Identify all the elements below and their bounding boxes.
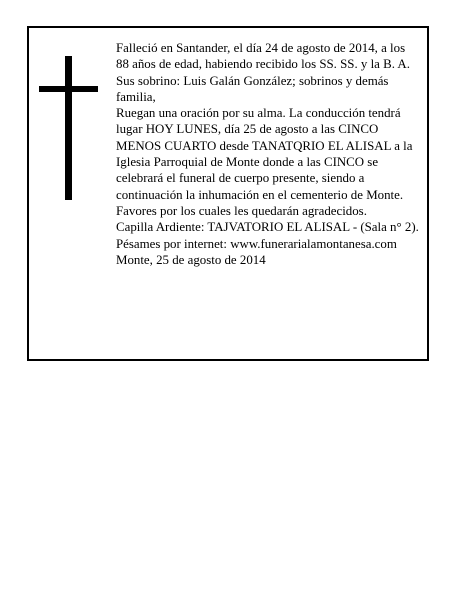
- death-announcement: Falleció en Santander, el día 24 de agosto de 2014, a los 88 años de edad, habiendo recibido los SS. SS. y la B. A.: [116, 41, 410, 72]
- chapel-line: Capilla Ardiente: TAJVATORIO EL ALISAL - (Sala n° 2).: [116, 220, 419, 235]
- cross-vertical-bar: [65, 56, 72, 200]
- family-line: Sus sobrino: Luis Galán González; sobrinos y demás familia,: [116, 73, 389, 104]
- thanks-line: Favores por los cuales les quedarán agradecidos.: [116, 203, 367, 218]
- notice-body: [116, 40, 421, 268]
- obituary-notice: [27, 26, 429, 361]
- latin-cross-icon: [39, 56, 99, 200]
- place-date-line: Monte, 25 de agosto de 2014: [116, 252, 266, 267]
- condolences-line: Pésames por internet: www.funerarialamontanesa.com: [116, 236, 397, 251]
- funeral-details: Ruegan una oración por su alma. La conducción tendrá lugar HOY LUNES, día 25 de agosto a las CINCO MENOS CUARTO desde TANATQRIO EL ALISAL a la Iglesia Parroquial de Monte donde a las CINCO se celebrará el funeral de cuerpo presente, siendo a continuación la inhumación en el cementerio de Monte.: [116, 106, 413, 202]
- cross-horizontal-bar: [39, 86, 98, 92]
